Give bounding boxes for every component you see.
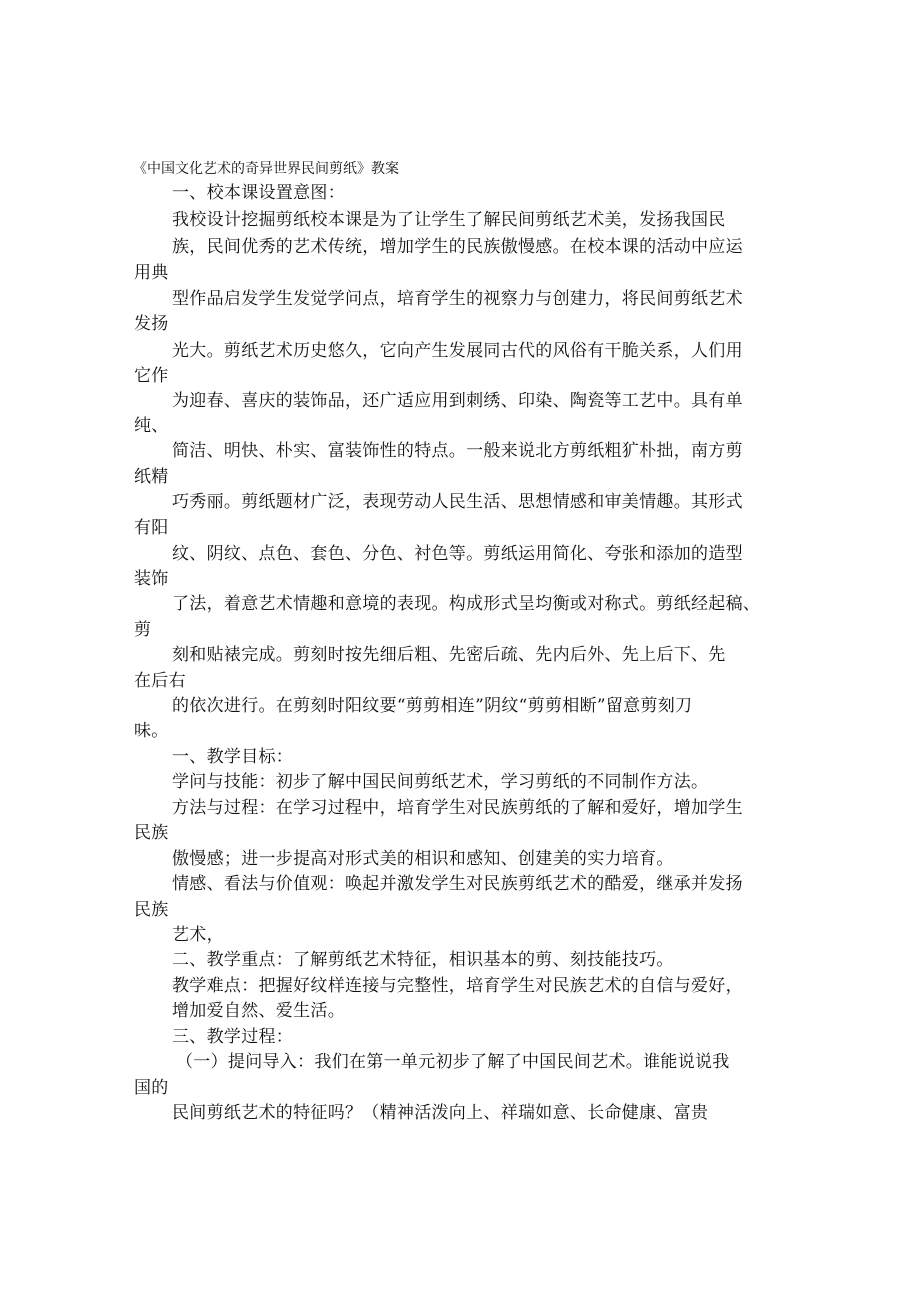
paragraph-line: 剪: [134, 620, 152, 640]
paragraph-line: 傲慢感；进一步提高对形式美的相识和感知、创建美的实力培育。: [172, 849, 674, 869]
section-heading: 一、校本课设置意图：: [172, 183, 345, 203]
paragraph-line: 民族: [134, 900, 169, 920]
paragraph-line: 学问与技能：初步了解中国民间剪纸艺术，学习剪纸的不同制作方法。: [172, 772, 709, 792]
paragraph-line: 型作品启发学生发觉学问点，培育学生的视察力与创建力，将民间剪纸艺术: [172, 289, 743, 309]
paragraph-line: 民间剪纸艺术的特征吗？（精神活泼向上、祥瑞如意、长命健康、富贵: [172, 1103, 709, 1123]
paragraph-line: 了法，着意艺术情趣和意境的表现。构成形式呈均衡或对称式。剪纸经起稿、: [172, 594, 761, 614]
section-heading: 三、教学过程：: [172, 1027, 294, 1047]
paragraph-line: 我校设计挖掘剪纸校本课是为了让学生了解民间剪纸艺术美，发扬我国民: [172, 210, 726, 230]
paragraph-line: 巧秀丽。剪纸题材广泛，表现劳动人民生活、思想情感和审美情趣。其形式: [172, 492, 743, 512]
paragraph-line: 为迎春、喜庆的装饰品，还广适应用到刺绣、印染、陶瓷等工艺中。具有单: [172, 391, 743, 411]
paragraph-line: 味。: [134, 721, 169, 741]
paragraph-line: 方法与过程：在学习过程中，培育学生对民族剪纸的了解和爱好，增加学生: [172, 798, 743, 818]
paragraph-line: 民族: [134, 823, 169, 843]
paragraph-line: 在后右: [134, 671, 186, 691]
paragraph-line: （一）提问导入：我们在第一单元初步了解了中国民间艺术。谁能说说我: [176, 1052, 730, 1072]
section-heading: 二、教学重点：了解剪纸艺术特征，相识基本的剪、刻技能技巧。: [172, 950, 674, 970]
paragraph-line: 国的: [134, 1078, 169, 1098]
paragraph-line: 纯、: [134, 416, 169, 436]
paragraph-line: 发扬: [134, 314, 169, 334]
paragraph-line: 装饰: [134, 569, 169, 589]
paragraph-line: 它作: [134, 366, 169, 386]
paragraph-line: 的依次进行。在剪刻时阳纹要“剪剪相连”阴纹“剪剪相断”留意剪刻刀: [172, 696, 693, 716]
paragraph-line: 族，民间优秀的艺术传统，增加学生的民族傲慢感。在校本课的活动中应运: [172, 237, 743, 257]
paragraph-line: 增加爱自然、爱生活。: [172, 1001, 345, 1021]
paragraph-line: 纹、阴纹、点色、套色、分色、衬色等。剪纸运用简化、夸张和添加的造型: [172, 544, 743, 564]
paragraph-line: 情感、看法与价值观：唤起并激发学生对民族剪纸艺术的酷爱，继承并发扬: [172, 874, 743, 894]
paragraph-line: 光大。剪纸艺术历史悠久，它向产生发展同古代的风俗有干脆关系，人们用: [172, 341, 743, 361]
document-title: 《中国文化艺术的奇异世界民间剪纸》教案: [133, 161, 399, 177]
section-heading: 一、教学目标：: [172, 747, 294, 767]
paragraph-line: 纸精: [134, 467, 169, 487]
paragraph-line: 用典: [134, 263, 169, 283]
paragraph-line: 教学难点：把握好纹样连接与完整性，培育学生对民族艺术的自信与爱好，: [172, 976, 743, 996]
paragraph-line: 刻和贴裱完成。剪刻时按先细后粗、先密后疏、先内后外、先上后下、先: [172, 645, 726, 665]
paragraph-line: 有阳: [134, 518, 169, 538]
paragraph-line: 简洁、明快、朴实、富装饰性的特点。一般来说北方剪纸粗犷朴拙，南方剪: [172, 441, 743, 461]
paragraph-line: 艺术，: [172, 925, 224, 945]
